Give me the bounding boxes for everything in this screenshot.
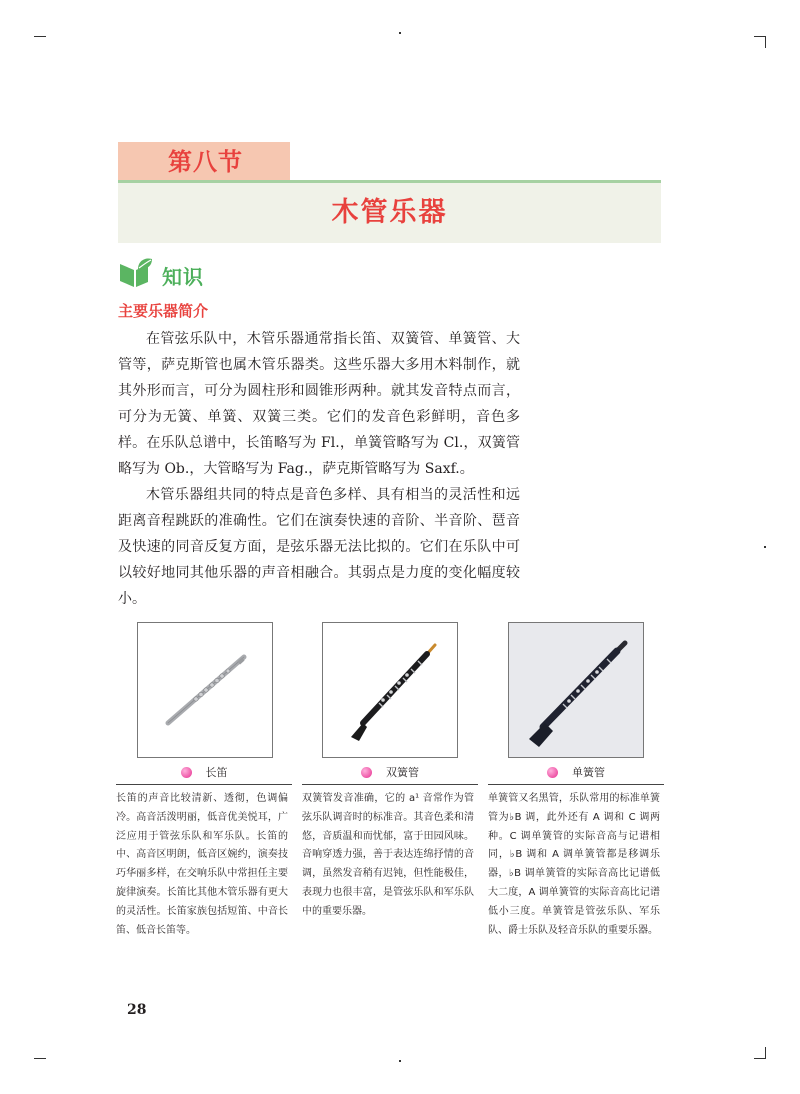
knowledge-heading: [118, 258, 204, 292]
instrument-name: 单簧管: [572, 766, 605, 779]
instrument-description: 双簧管发音准确，它的 a¹ 音常作为管弦乐队调音时的标准音。其音色柔和清悠，音质温和而忧郁，富于田园风味。音响穿透力强，善于表达连绵抒情的音调，虽然发音稍有迟钝，但性能极佳，表现力也很丰富，是管弦乐队和军乐队中的重要乐器。: [302, 793, 474, 917]
crop-mark: [399, 1060, 401, 1062]
section-title: 木管乐器: [118, 183, 661, 243]
crop-mark: [34, 1058, 46, 1059]
caption-divider: [488, 784, 664, 785]
clarinet-caption: [488, 764, 664, 780]
caption-bullet-icon: [547, 767, 558, 778]
crop-mark: [34, 36, 46, 37]
section-number: 第八节: [118, 142, 290, 182]
flute-photo: [137, 622, 273, 758]
oboe-caption: [302, 764, 478, 780]
instrument-description: 长笛的声音比较清新、透彻，色调偏冷。高音活泼明丽，低音优美悦耳，广泛应用于管弦乐队和军乐队。长笛的中、高音区明朗，低音区婉约，演奏技巧华丽多样，在交响乐队中常担任主要旋律演奏。长笛比其他木管乐器有更大的灵活性。长笛家族包括短笛、中音长笛、低音长笛等。: [116, 793, 288, 936]
crop-mark: [765, 36, 766, 48]
knowledge-label: 知识: [162, 264, 204, 289]
caption-divider: [302, 784, 478, 785]
instrument-name: 长笛: [205, 766, 228, 779]
instrument-description: 单簧管又名黑管，乐队常用的标准单簧管为♭B 调，此外还有 A 调和 C 调两种。C 调单簧管的实际音高与记谱相同，♭B 调和 A 调单簧管都是移调乐器，♭B 调单簧管的实际音高比记谱低大二度，A 调单簧管的实际音高比记谱低小三度。单簧管是管弦乐队、军乐队、爵士乐队及轻音乐队的重要乐器。: [488, 793, 660, 936]
body-text: [118, 326, 520, 612]
subheading: 主要乐器简介: [118, 302, 209, 320]
instrument-name: 双簧管: [386, 766, 419, 779]
crop-mark: [764, 546, 766, 548]
book-leaf-icon: [118, 257, 154, 293]
oboe-photo: [322, 622, 458, 758]
page-number: 28: [127, 1002, 147, 1018]
caption-bullet-icon: [181, 767, 192, 778]
paragraph: 在管弦乐队中，木管乐器通常指长笛、双簧管、单簧管、大管等，萨克斯管也属木管乐器类。这些乐器大多用木料制作，就其外形而言，可分为圆柱形和圆锥形两种。就其发音特点而言，可分为无簧、单簧、双簧三类。它们的发音色彩鲜明，音色多样。在乐队总谱中，长笛略写为 Fl.，单簧管略写为 Cl.，双簧管略写为 Ob.，大管略写为 Fag.，萨克斯管略写为 Saxf.。: [118, 331, 520, 477]
crop-mark: [765, 1047, 766, 1059]
paragraph: 木管乐器组共同的特点是音色多样、具有相当的灵活性和远距离音程跳跃的准确性。它们在演奏快速的音阶、半音阶、琶音及快速的同音反复方面，是弦乐器无法比拟的。它们在乐队中可以较好地同其他乐器的声音相融合。其弱点是力度的变化幅度较小。: [118, 487, 520, 607]
clarinet-photo: [508, 622, 644, 758]
caption-divider: [116, 784, 292, 785]
caption-bullet-icon: [361, 767, 372, 778]
flute-caption: [116, 764, 292, 780]
crop-mark: [399, 32, 401, 34]
